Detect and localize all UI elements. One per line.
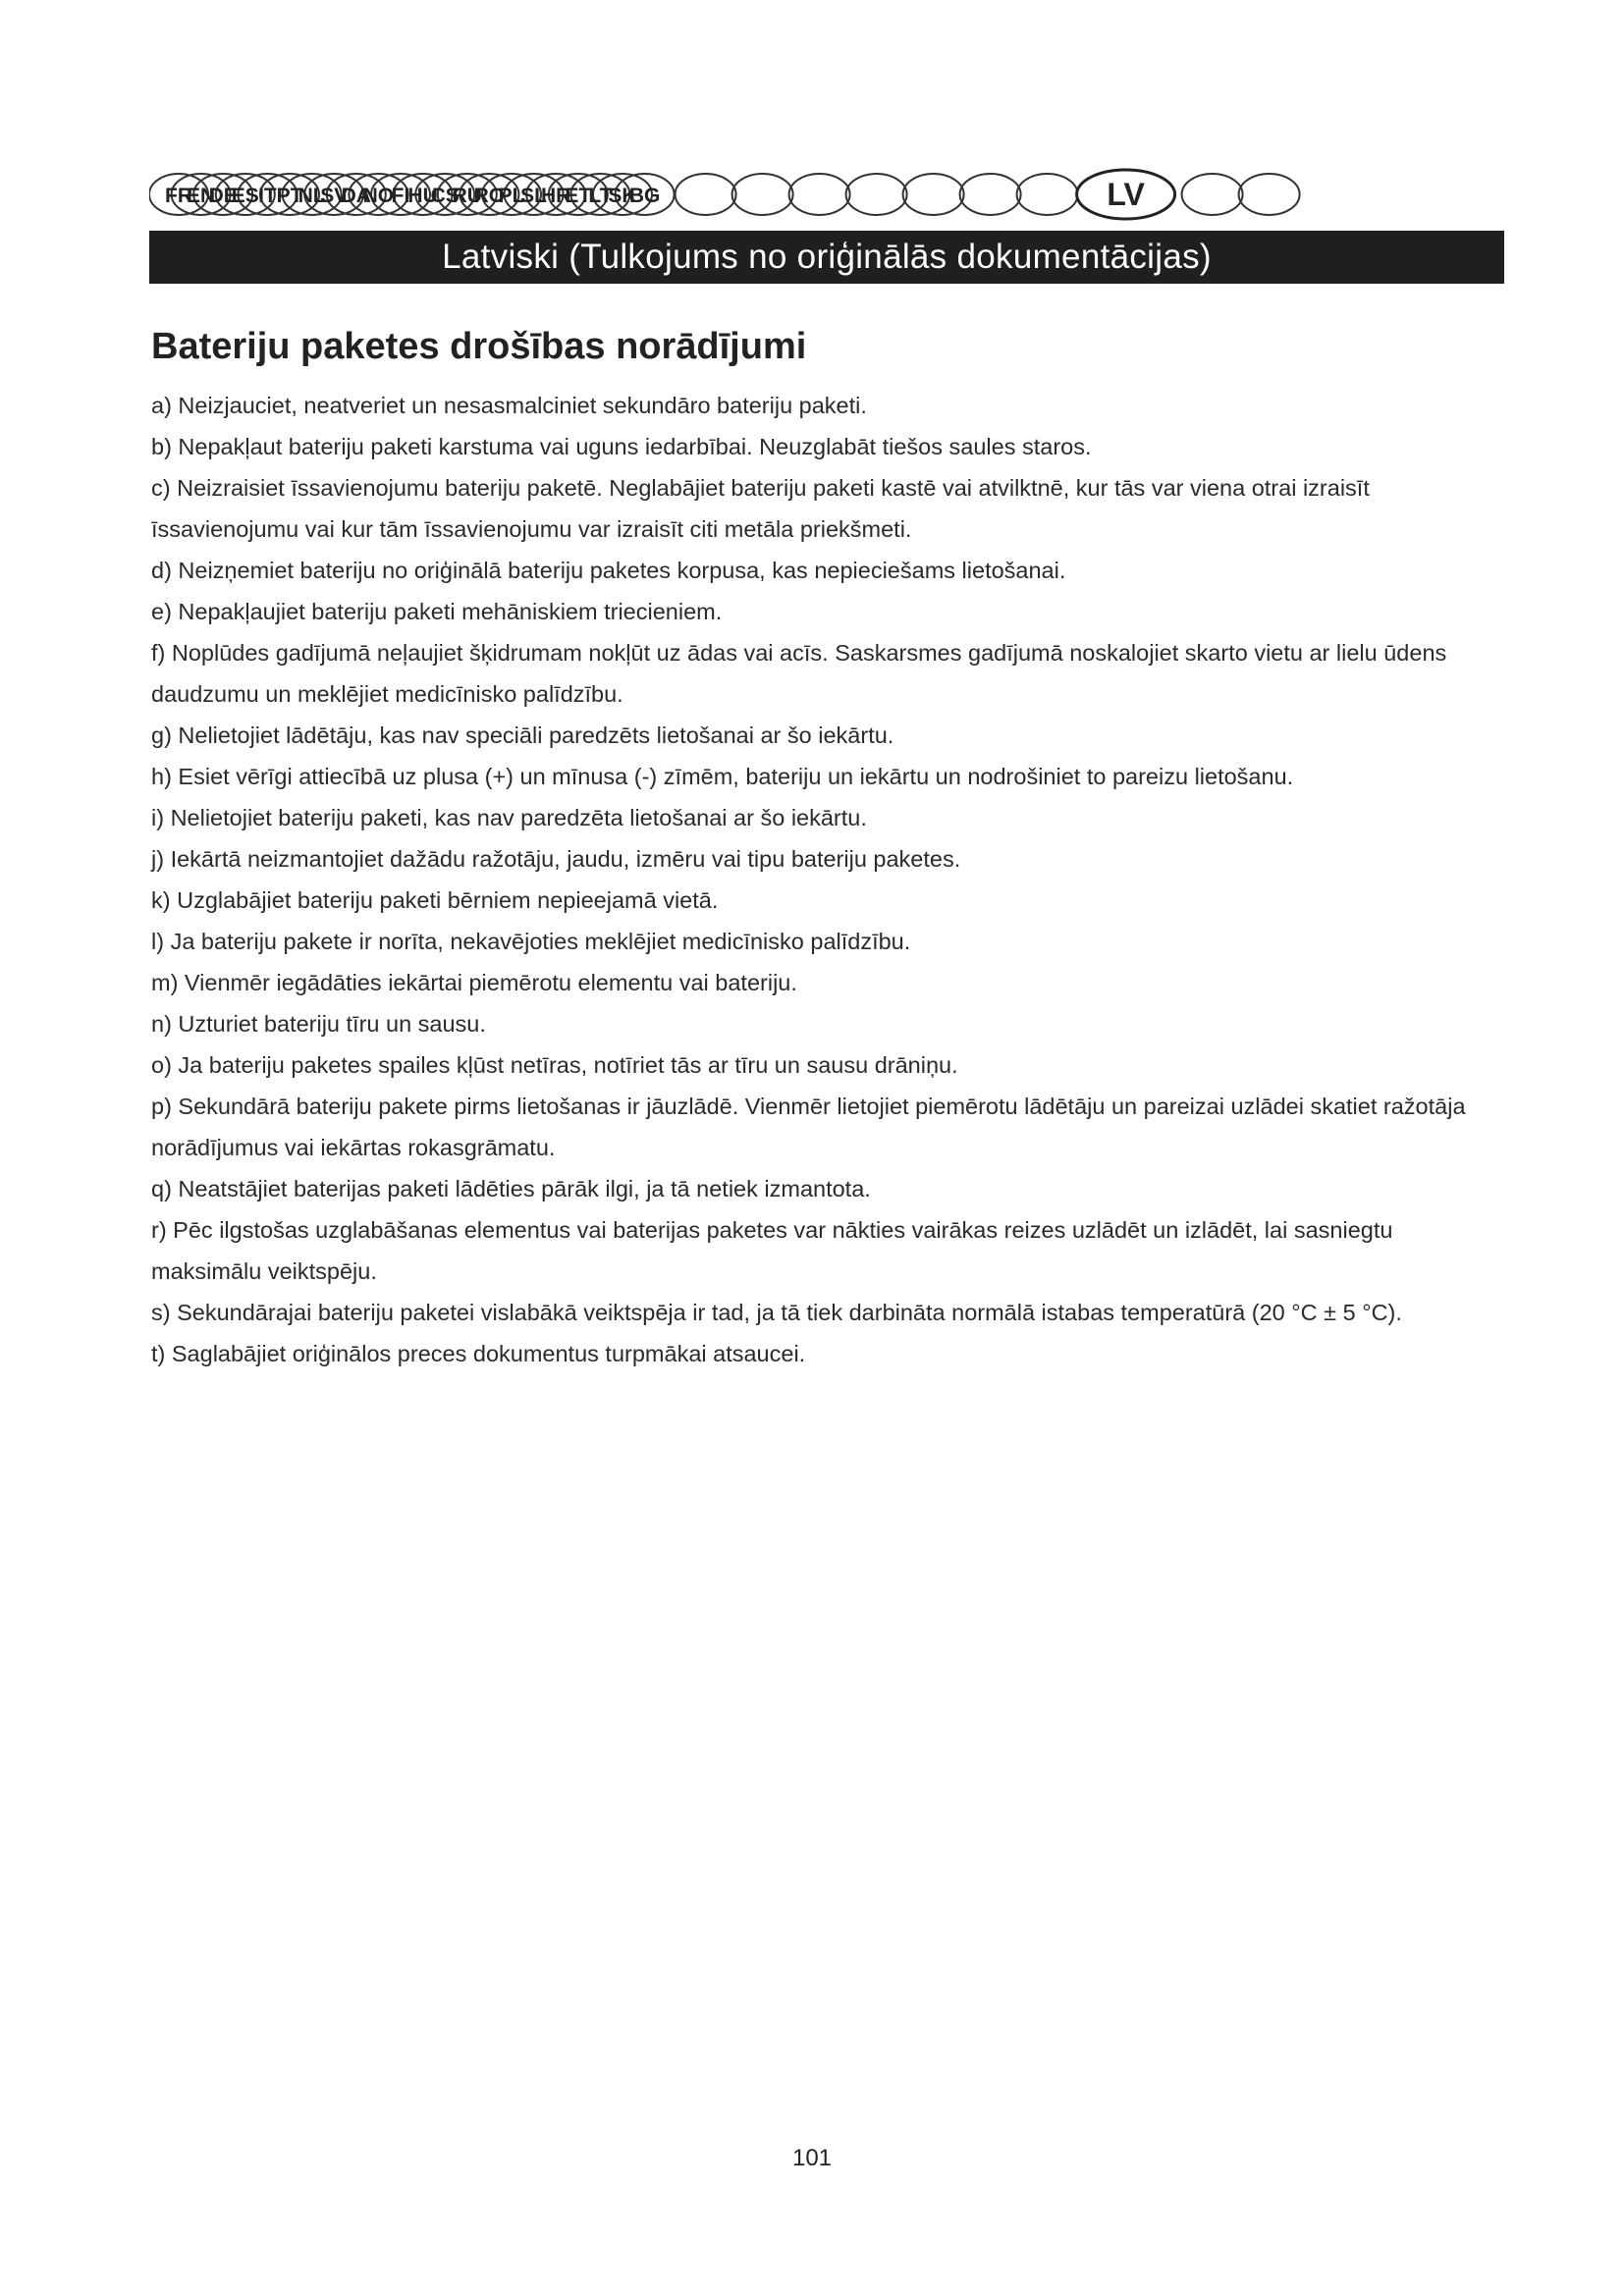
language-code-es: ES bbox=[231, 185, 259, 207]
language-code-no: NO bbox=[362, 185, 395, 207]
instruction-item: s) Sekundārajai bateriju paketei vislabākā veiktspēja ir tad, ja tā tiek darbināta normālā istabas temperatūrā (20 °C ± 5 °C). bbox=[151, 1300, 1402, 1325]
document-header-title: Latviski (Tulkojums no oriģinālās dokumentācijas) bbox=[442, 238, 1212, 276]
instruction-item: b) Nepakļaut bateriju paketi karstuma vai uguns iedarbībai. Neuzglabāt tiešos saules staros. bbox=[151, 434, 1092, 459]
instruction-item: d) Neizņemiet bateriju no oriģinālā bateriju paketes korpusa, kas nepieciešams lietošanai. bbox=[151, 558, 1066, 583]
language-oval-empty bbox=[846, 174, 907, 215]
language-oval-empty bbox=[903, 174, 964, 215]
language-code-en: EN bbox=[187, 185, 216, 207]
instruction-item: k) Uzglabājiet bateriju paketi bērniem nepieejamā vietā. bbox=[151, 887, 719, 913]
language-code-de: DE bbox=[208, 185, 238, 207]
language-code-hr: HR bbox=[541, 185, 571, 207]
language-code-cs: CS bbox=[430, 185, 460, 207]
instruction-item: a) Neizjauciet, neatveriet un nesasmalciniet sekundāro bateriju paketi. bbox=[151, 393, 867, 418]
language-oval-empty bbox=[960, 174, 1021, 215]
language-oval-empty bbox=[732, 174, 793, 215]
instruction-item: p) Sekundārā bateriju pakete pirms lietošanas ir jāuzlādē. Vienmēr lietojiet piemērotu lādētāju un pareizai uzlādei skatiet ražotāja norādījumus vai iekārtas rokasgrāmatu. bbox=[151, 1094, 1466, 1160]
language-code-ro: RO bbox=[473, 185, 506, 207]
safety-instructions-list bbox=[151, 385, 1502, 1374]
instruction-item: r) Pēc ilgstošas uzglabāšanas elementus vai baterijas paketes var nākties vairākas reizes uzlādēt un izlādēt, lai sasniegtu maksimālu veiktspēju. bbox=[151, 1217, 1393, 1284]
language-code-active: LV bbox=[1107, 177, 1145, 212]
language-oval-empty bbox=[1182, 174, 1243, 215]
language-oval-empty bbox=[789, 174, 850, 215]
language-code-et: ET bbox=[565, 185, 592, 207]
instruction-item: i) Nelietojiet bateriju paketi, kas nav paredzēta lietošanai ar šo iekārtu. bbox=[151, 805, 867, 830]
instruction-item: l) Ja bateriju pakete ir norīta, nekavējoties meklējiet medicīnisko palīdzību. bbox=[151, 929, 911, 954]
section-title: Bateriju paketes drošības norādījumi bbox=[151, 326, 807, 367]
language-code-ru: RU bbox=[452, 185, 482, 207]
instruction-item: q) Neatstājiet baterijas paketi lādēties pārāk ilgi, ja tā netiek izmantota. bbox=[151, 1176, 871, 1201]
language-code-fi: FI bbox=[391, 185, 410, 207]
language-code-fr: FR bbox=[165, 185, 192, 207]
instruction-item: n) Uzturiet bateriju tīru un sausu. bbox=[151, 1011, 486, 1037]
instruction-item: m) Vienmēr iegādāties iekārtai piemērotu elementu vai bateriju. bbox=[151, 970, 797, 995]
page-number: 101 bbox=[791, 2145, 833, 2171]
language-code-sv: SV bbox=[320, 185, 349, 207]
language-code-da: DA bbox=[341, 185, 371, 207]
language-ovals bbox=[149, 167, 1504, 222]
language-code-it: IT bbox=[258, 185, 277, 207]
document-header-band bbox=[149, 231, 1504, 284]
language-code-hu: HU bbox=[407, 185, 438, 207]
language-code-nl: NL bbox=[298, 185, 326, 207]
instruction-item: e) Nepakļaujiet bateriju paketi mehāniskiem triecieniem. bbox=[151, 599, 723, 624]
language-code-lt: LT bbox=[588, 185, 613, 207]
instruction-item: h) Esiet vērīgi attiecībā uz plusa (+) un mīnusa (-) zīmēm, bateriju un iekārtu un nodrošiniet to pareizu lietošanu. bbox=[151, 764, 1294, 789]
instruction-item: t) Saglabājiet oriģinālos preces dokumentus turpmākai atsaucei. bbox=[151, 1341, 806, 1366]
language-oval-empty bbox=[1239, 174, 1300, 215]
instruction-item: g) Nelietojiet lādētāju, kas nav speciāli paredzēts lietošanai ar šo iekārtu. bbox=[151, 722, 894, 748]
language-code-pl: PL bbox=[498, 185, 525, 207]
language-code-bg: BG bbox=[628, 185, 661, 207]
instruction-item: c) Neizraisiet īssavienojumu bateriju paketē. Neglabājiet bateriju paketi kastē vai atvilktnē, kur tās var viena otrai izraisīt īssavienojumu vai kur tām īssavienojumu var izraisīt citi metāla priekšmeti. bbox=[151, 475, 1370, 542]
language-oval-empty bbox=[1017, 174, 1078, 215]
language-selector-bar bbox=[149, 167, 1504, 222]
instruction-item: f) Noplūdes gadījumā neļaujiet šķidrumam nokļūt uz ādas vai acīs. Saskarsmes gadījumā noskalojiet skarto vietu ar lielu ūdens daudzumu un meklējiet medicīnisko palīdzību. bbox=[151, 640, 1447, 707]
language-oval-empty bbox=[676, 174, 736, 215]
language-code-sl: SL bbox=[520, 185, 548, 207]
language-code-sk: SK bbox=[608, 185, 637, 207]
language-code-pt: PT bbox=[276, 185, 303, 207]
instruction-item: o) Ja bateriju paketes spailes kļūst netīras, notīriet tās ar tīru un sausu drāniņu. bbox=[151, 1052, 958, 1078]
instruction-item: j) Iekārtā neizmantojiet dažādu ražotāju, jaudu, izmēru vai tipu bateriju paketes. bbox=[151, 846, 961, 872]
